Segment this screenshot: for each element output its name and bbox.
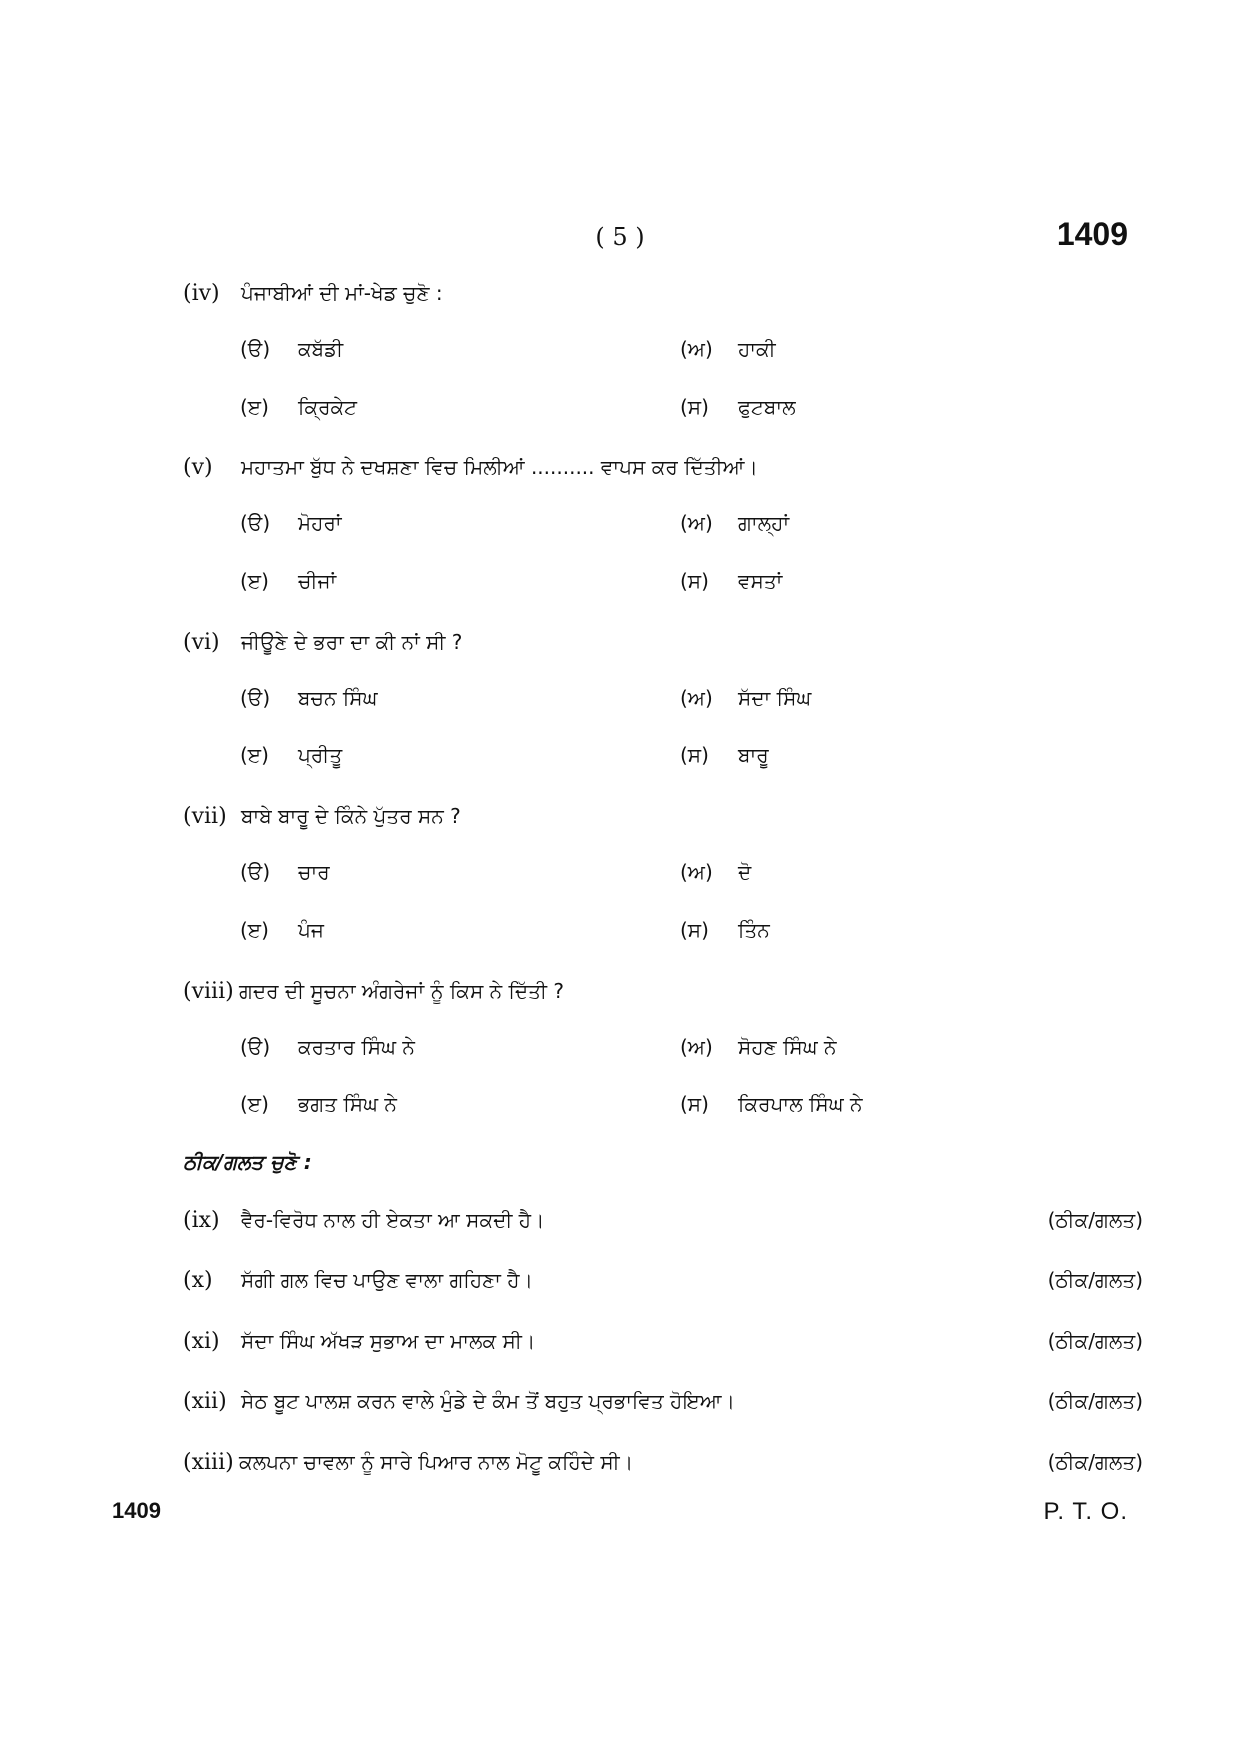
true-false-choice: (ਠੀਕ/ਗਲਤ) [1047, 1389, 1143, 1413]
option-text: ਗਾਲ੍ਹਾਂ [738, 511, 790, 535]
option-label: (ਅ) [680, 511, 713, 535]
question-number: (xiii) [183, 1450, 234, 1475]
option-label: (ੲ) [240, 569, 269, 593]
option [240, 686, 620, 722]
question-number: (xi) [183, 1329, 220, 1354]
option [240, 337, 620, 373]
option-text: ਮੋਹਰਾਂ [298, 511, 342, 535]
option [680, 1035, 1060, 1071]
option [240, 511, 620, 547]
true-false-choice: (ਠੀਕ/ਗਲਤ) [1047, 1208, 1143, 1232]
option-text: ਸੋਹਣ ਸਿੰਘ ਨੇ [738, 1035, 837, 1059]
option [240, 1092, 620, 1128]
question-text: ਕਲਪਨਾ ਚਾਵਲਾ ਨੂੰ ਸਾਰੇ ਪਿਆਰ ਨਾਲ ਮੋਟੂ ਕਹਿੰਦੇ ਸੀ। [239, 1450, 634, 1474]
tf-item [183, 1389, 1143, 1429]
option-text: ਕਰਤਾਰ ਸਿੰਘ ਨੇ [298, 1035, 415, 1059]
question-text: ਮਹਾਤਮਾ ਬੁੱਧ ਨੇ ਦਖਸ਼ਣਾ ਵਿਚ ਮਿਲੀਆਂ .......... ਵਾਪਸ ਕਰ ਦਿੱਤੀਆਂ। [241, 455, 758, 479]
option-text: ਹਾਕੀ [738, 337, 776, 361]
option-label: (ਅ) [680, 860, 713, 884]
option [240, 569, 620, 605]
option-text: ਕਬੱਡੀ [298, 337, 344, 361]
question-text: ਸੱਗੀ ਗਲ ਵਿਚ ਪਾਉਣ ਵਾਲਾ ਗਹਿਣਾ ਹੈ। [241, 1268, 534, 1292]
option [680, 860, 1060, 896]
option-label: (ਸ) [680, 395, 709, 419]
tf-item [183, 1450, 1143, 1490]
question [183, 804, 1143, 844]
option-text: ਭਗਤ ਸਿੰਘ ਨੇ [298, 1092, 397, 1116]
option [680, 918, 1060, 954]
question-text: ਸੱਦਾ ਸਿੰਘ ਅੱਖੜ ਸੁਭਾਅ ਦਾ ਮਾਲਕ ਸੀ। [241, 1329, 536, 1353]
option [680, 743, 1060, 779]
option [240, 918, 620, 954]
option-label: (ੳ) [240, 686, 271, 710]
question-text: ਗਦਰ ਦੀ ਸੂਚਨਾ ਅੰਗਰੇਜਾਂ ਨੂੰ ਕਿਸ ਨੇ ਦਿੱਤੀ ? [239, 979, 564, 1003]
page-number: ( 5 ) [595, 223, 645, 251]
option-label: (ਅ) [680, 337, 713, 361]
option-label: (ਸ) [680, 1092, 709, 1116]
paper-code-bottom: 1409 [112, 1498, 161, 1523]
option-text: ਕਿਰਪਾਲ ਸਿੰਘ ਨੇ [738, 1092, 863, 1116]
tf-item [183, 1268, 1143, 1308]
question-text: ਸੇਠ ਬੂਟ ਪਾਲਸ਼ ਕਰਨ ਵਾਲੇ ਮੁੰਡੇ ਦੇ ਕੰਮ ਤੋਂ ਬਹੁਤ ਪ੍ਰਭਾਵਿਤ ਹੋਇਆ। [241, 1389, 735, 1413]
option-text: ਦੋ [738, 860, 752, 884]
question-text: ਵੈਰ-ਵਿਰੋਧ ਨਾਲ ਹੀ ਏਕਤਾ ਆ ਸਕਦੀ ਹੈ। [241, 1208, 545, 1232]
option-label: (ੳ) [240, 511, 271, 535]
option [680, 569, 1060, 605]
question-number: (v) [183, 455, 213, 480]
option [680, 395, 1060, 431]
option [240, 860, 620, 896]
paper-code-top: 1409 [1056, 216, 1128, 252]
question [183, 455, 1143, 495]
true-false-choice: (ਠੀਕ/ਗਲਤ) [1047, 1268, 1143, 1292]
question-number: (iv) [183, 281, 220, 306]
option-text: ਵਸਤਾਂ [738, 569, 783, 593]
option-label: (ੳ) [240, 1035, 271, 1059]
true-false-choice: (ਠੀਕ/ਗਲਤ) [1047, 1329, 1143, 1353]
question-text: ਪੰਜਾਬੀਆਂ ਦੀ ਮਾਂ-ਖੇਡ ਚੁਣੋ : [241, 281, 443, 305]
option [240, 1035, 620, 1071]
true-false-choice: (ਠੀਕ/ਗਲਤ) [1047, 1450, 1143, 1474]
question-number: (vii) [183, 804, 227, 829]
option-label: (ੳ) [240, 337, 271, 361]
option-label: (ਸ) [680, 918, 709, 942]
option-label: (ਅ) [680, 1035, 713, 1059]
option-text: ਚੀਜਾਂ [298, 569, 337, 593]
option [680, 337, 1060, 373]
question-number: (viii) [183, 979, 234, 1004]
option-text: ਫੁਟਬਾਲ [738, 395, 796, 419]
option-text: ਕ੍ਰਿਕੇਟ [298, 395, 357, 419]
option-label: (ੲ) [240, 918, 269, 942]
option-text: ਚਾਰ [298, 860, 330, 884]
option-label: (ੲ) [240, 743, 269, 767]
tf-item [183, 1329, 1143, 1369]
question [183, 281, 1143, 321]
option [680, 686, 1060, 722]
option-text: ਤਿੰਨ [738, 918, 770, 942]
option-label: (ਅ) [680, 686, 713, 710]
question-number: (ix) [183, 1208, 220, 1233]
option-label: (ਸ) [680, 743, 709, 767]
option [680, 1092, 1060, 1128]
pto-label: P. T. O. [1043, 1498, 1128, 1525]
option-label: (ਸ) [680, 569, 709, 593]
question-text: ਬਾਬੇ ਬਾਰੂ ਦੇ ਕਿੰਨੇ ਪੁੱਤਰ ਸਨ ? [241, 804, 461, 828]
question-text: ਜੀਊਣੇ ਦੇ ਭਰਾ ਦਾ ਕੀ ਨਾਂ ਸੀ ? [241, 630, 463, 654]
option [680, 511, 1060, 547]
section-heading: ਠੀਕ/ਗਲਤ ਚੁਣੋ : [183, 1150, 312, 1174]
option-text: ਸੱਦਾ ਸਿੰਘ [738, 686, 812, 710]
option-text: ਬਚਨ ਸਿੰਘ [298, 686, 378, 710]
option [240, 743, 620, 779]
option-text: ਬਾਰੂ [738, 743, 769, 767]
question-number: (x) [183, 1268, 213, 1293]
option-label: (ੳ) [240, 860, 271, 884]
question-number: (vi) [183, 630, 220, 655]
option-text: ਪ੍ਰੀਤੂ [298, 743, 343, 767]
question [183, 979, 1143, 1019]
option-label: (ੲ) [240, 1092, 269, 1116]
option-label: (ੲ) [240, 395, 269, 419]
question-number: (xii) [183, 1389, 227, 1414]
tf-item [183, 1208, 1143, 1248]
option-text: ਪੰਜ [298, 918, 324, 942]
option [240, 395, 620, 431]
question [183, 630, 1143, 670]
